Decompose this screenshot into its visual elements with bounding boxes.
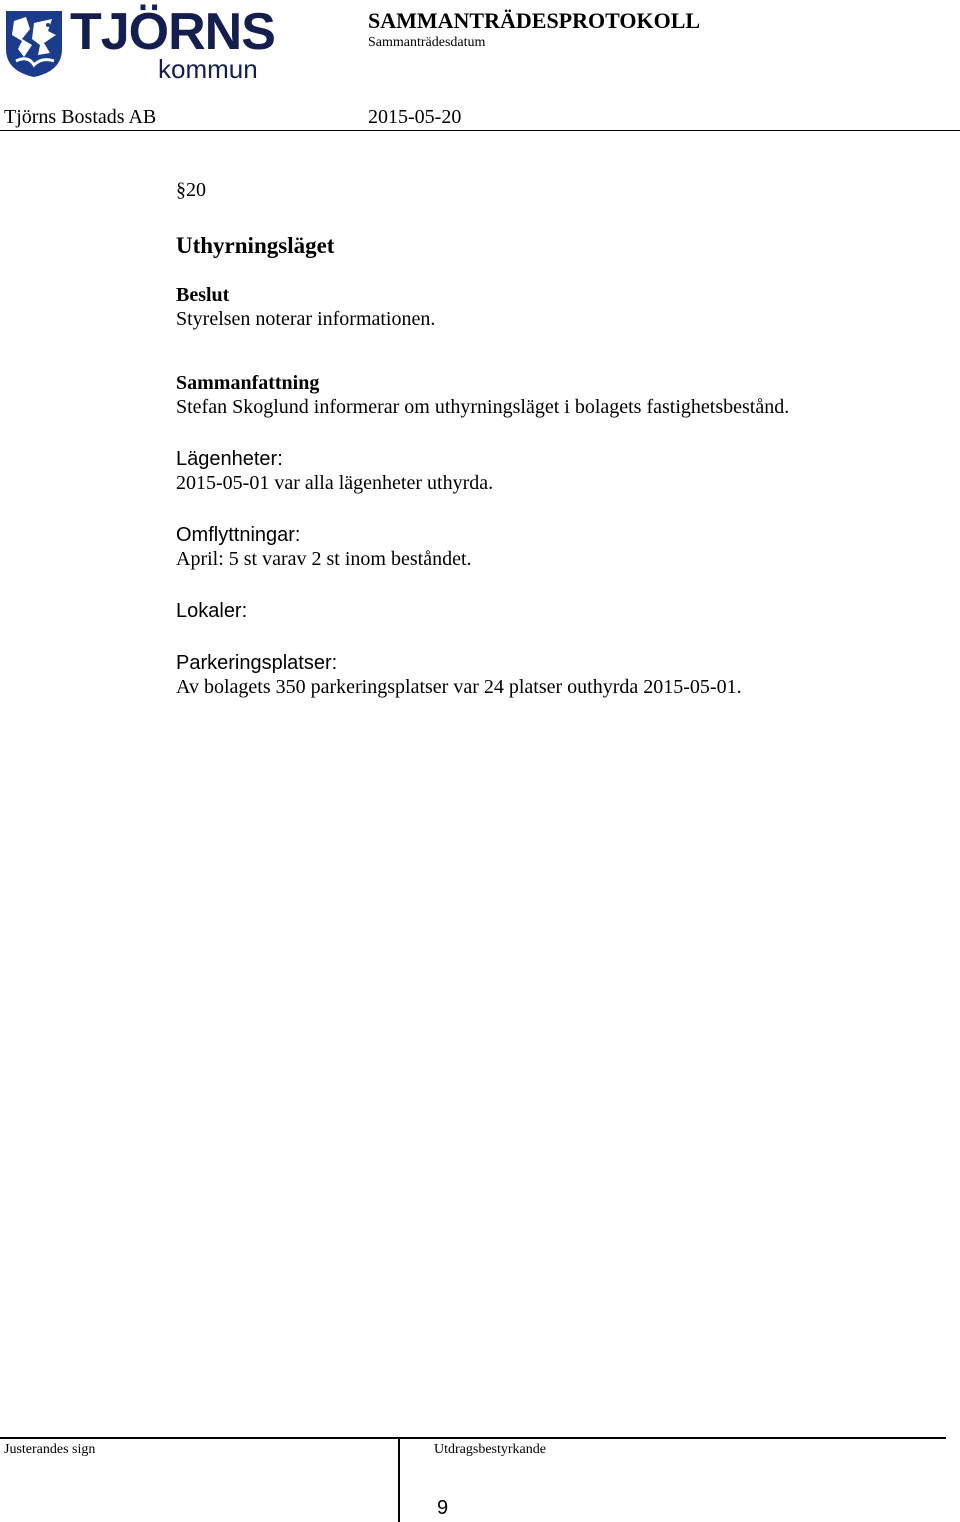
logo-subtitle: kommun — [158, 54, 258, 84]
paragraph-number: §20 — [176, 179, 206, 201]
page-number: 9 — [437, 1497, 449, 1519]
item-text: 2015-05-01 var alla lägenheter uthyrda. — [176, 472, 494, 494]
item-text: Av bolagets 350 parkeringsplatser var 24 platser outhyrda 2015-05-01. — [176, 676, 742, 698]
item-label: Lägenheter: — [176, 448, 283, 470]
item-text: April: 5 st varav 2 st inom beståndet. — [176, 548, 472, 570]
document-subtitle: Sammanträdesdatum — [368, 35, 486, 50]
logo-wordmark: TJÖRNS — [70, 3, 275, 61]
decision-label: Beslut — [176, 284, 230, 306]
section-title: Uthyrningsläget — [176, 233, 335, 258]
item-label: Parkeringsplatser: — [176, 652, 338, 674]
item-label: Omflyttningar: — [176, 524, 301, 546]
footer-sign-label: Justerandes sign — [4, 1442, 96, 1457]
meeting-date: 2015-05-20 — [368, 106, 462, 128]
organization-name: Tjörns Bostads AB — [4, 106, 157, 128]
footer-divider — [0, 1437, 946, 1439]
decision-text: Styrelsen noterar informationen. — [176, 308, 436, 330]
summary-text: Stefan Skoglund informerar om uthyrningsläget i bolagets fastighetsbestånd. — [176, 396, 790, 418]
protocol-section — [176, 178, 936, 699]
footer-certification-label: Utdragsbestyrkande — [434, 1442, 546, 1457]
header-divider — [0, 130, 960, 131]
document-title: SAMMANTRÄDESPROTOKOLL — [368, 8, 701, 33]
summary-label: Sammanfattning — [176, 372, 320, 394]
coat-of-arms-icon — [4, 9, 64, 79]
footer-column-divider — [398, 1437, 400, 1522]
item-label: Lokaler: — [176, 600, 248, 622]
